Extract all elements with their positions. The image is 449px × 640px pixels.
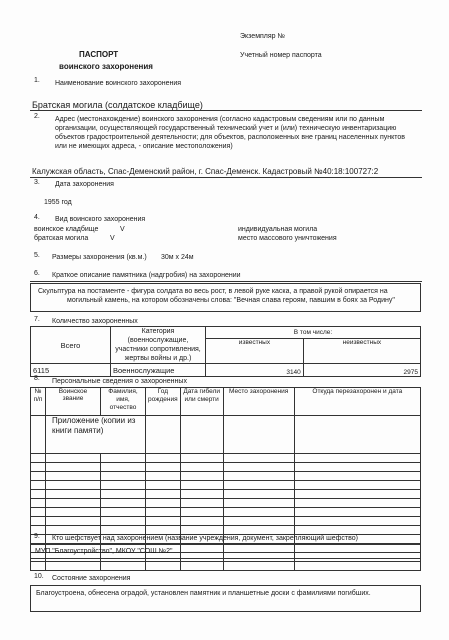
table-cell <box>31 517 46 526</box>
table-cell <box>180 490 223 499</box>
burial-count-table <box>30 326 421 377</box>
table-cell <box>223 463 294 472</box>
s10-label: Состояние захоронения <box>52 575 131 582</box>
s4-label: Вид воинского захоронения <box>55 216 146 223</box>
col-burial-place: Место захоронения <box>223 388 294 416</box>
table-cell <box>223 562 294 571</box>
burial-type-mass-grave: братская могила <box>34 235 89 242</box>
table-cell <box>294 454 420 463</box>
appendix-note: Приложение (копии из книги памяти) <box>46 416 146 454</box>
table-cell <box>180 562 223 571</box>
table-cell <box>223 490 294 499</box>
table-cell <box>101 463 146 472</box>
table-cell <box>31 463 46 472</box>
table-cell <box>146 526 181 535</box>
table-cell <box>294 481 420 490</box>
table-cell <box>146 499 181 508</box>
table-cell <box>223 481 294 490</box>
table-cell <box>294 526 420 535</box>
table-cell <box>31 508 46 517</box>
table-cell <box>46 562 101 571</box>
table-cell <box>146 416 181 454</box>
s3-label: Дата захоронения <box>55 181 114 188</box>
table-cell <box>146 472 181 481</box>
burial-type-mark: V <box>110 235 115 242</box>
table-cell <box>294 490 420 499</box>
table-cell <box>31 416 46 454</box>
s9-value: МУП "Благоустройство", МКОУ "СОШ №2" <box>35 548 173 555</box>
burial-type-mark: V <box>120 226 125 233</box>
table-cell <box>146 481 181 490</box>
table-cell <box>146 517 181 526</box>
table-cell <box>294 472 420 481</box>
col-death-date: Дата гибели или смерти <box>180 388 223 416</box>
col-full-name: Фамилия, имя, отчество <box>101 388 146 416</box>
s3-number: 3. <box>34 179 40 186</box>
s2-label-line: организации, осуществляющей государственный технический учет и (или) техническую инвентаризацию <box>55 125 397 132</box>
table-cell <box>46 472 101 481</box>
col-number: № п/п <box>31 388 46 416</box>
col-birth-year: Год рождения <box>146 388 181 416</box>
table-cell <box>31 499 46 508</box>
table-cell <box>223 508 294 517</box>
unknown-value: 2975 <box>303 364 420 377</box>
table-cell <box>31 472 46 481</box>
col-reburial-origin: Откуда перезахоронен и дата <box>294 388 420 416</box>
table-cell <box>101 517 146 526</box>
known-value: 3140 <box>206 364 304 377</box>
table-cell <box>294 499 420 508</box>
col-total: Всего <box>31 327 111 364</box>
table-cell <box>180 454 223 463</box>
table-cell <box>146 463 181 472</box>
table-cell <box>101 481 146 490</box>
total-value: 6115 <box>31 364 111 377</box>
table-cell <box>46 499 101 508</box>
table-cell <box>294 562 420 571</box>
table-cell <box>294 508 420 517</box>
burial-type-mass-extermination: место массового уничтожения <box>238 235 337 242</box>
table-cell <box>31 490 46 499</box>
s5-value: 30м х 24м <box>161 254 194 261</box>
table-cell <box>180 472 223 481</box>
table-cell <box>46 526 101 535</box>
table-cell <box>101 499 146 508</box>
table-cell <box>101 562 146 571</box>
table-cell <box>180 526 223 535</box>
table-cell <box>146 490 181 499</box>
s1-value: Братская могила (солдатское кладбище) <box>32 100 203 110</box>
monument-description-line: Скульптура на постаменте - фигура солдата во весь рост, в левой руке каска, а правой рукой опирается на <box>38 288 388 295</box>
s2-underline <box>30 177 422 178</box>
table-cell <box>146 562 181 571</box>
table-cell <box>46 517 101 526</box>
table-cell <box>294 463 420 472</box>
s9-label: Кто шефствует над захоронением (название учреждения, документ, закрепляющий шефство) <box>52 535 358 542</box>
table-cell <box>180 463 223 472</box>
s7-label: Количество захороненных <box>52 318 138 325</box>
s1-label: Наименование воинского захоронения <box>55 80 182 87</box>
s9-number: 9. <box>34 533 40 540</box>
burial-type-military-cemetery: воинское кладбище <box>34 226 99 233</box>
s6-label: Краткое описание памятника (надгробия) на захоронении <box>52 272 241 279</box>
table-cell <box>101 454 146 463</box>
table-cell <box>46 454 101 463</box>
table-cell <box>180 481 223 490</box>
category-value: Военнослужащие <box>111 364 206 377</box>
col-unknown: неизвестных <box>303 339 420 364</box>
s6-top-line <box>30 281 422 282</box>
s1-number: 1. <box>34 77 40 84</box>
s6-number: 6. <box>34 270 40 277</box>
monument-description-line: могильный камень, на котором обозначены слова: "Вечная слава героям, павшим в боях за Родину" <box>67 297 395 304</box>
table-cell <box>101 508 146 517</box>
s10-value: Благоустроена, обнесена оградой, установлен памятник и планшетные доски с фамилиями погибших. <box>36 590 371 597</box>
table-cell <box>223 526 294 535</box>
passport-title: ПАСПОРТ <box>79 50 119 59</box>
s2-label-line: или не имеющих адреса, - описание местоположения) <box>55 143 233 150</box>
table-cell <box>46 508 101 517</box>
s2-value: Калужская область, Спас-Деменский район, г. Спас-Деменск. Кадастровый №40:18:100727:2 <box>32 167 379 176</box>
s2-label-line: объектов градостроительной деятельности; для объектов, расположенных вне границ населенных пунктов <box>55 134 405 141</box>
s8-label: Персональные сведения о захороненных <box>52 378 187 385</box>
table-cell <box>31 454 46 463</box>
s7-number: 7. <box>34 316 40 323</box>
table-cell <box>46 463 101 472</box>
table-cell <box>46 490 101 499</box>
table-cell <box>146 454 181 463</box>
table-cell <box>223 517 294 526</box>
table-cell <box>180 499 223 508</box>
table-cell <box>31 481 46 490</box>
s5-number: 5. <box>34 252 40 259</box>
col-category: Категория (военнослужащие, участники сопротивления, жертвы войны и др.) <box>111 327 206 364</box>
s3-value: 1955 год <box>44 199 72 206</box>
table-cell <box>223 454 294 463</box>
table-cell <box>101 472 146 481</box>
table-cell <box>180 416 223 454</box>
s2-label-line: Адрес (местонахождение) воинского захоронения (согласно кадастровым сведениям или по данным <box>55 116 385 123</box>
burial-type-individual-grave: индивидуальная могила <box>238 226 318 233</box>
copy-number-label: Экземпляр № <box>240 33 286 40</box>
s1-underline <box>30 110 422 111</box>
col-rank: Воинское звание <box>46 388 101 416</box>
table-cell <box>101 526 146 535</box>
table-cell <box>46 481 101 490</box>
table-cell <box>180 517 223 526</box>
table-cell <box>31 562 46 571</box>
table-cell <box>223 416 294 454</box>
s8-number: 8. <box>34 375 40 382</box>
table-cell <box>146 508 181 517</box>
registry-number-label: Учетный номер паспорта <box>240 52 322 59</box>
table-cell <box>294 517 420 526</box>
s10-number: 10. <box>34 573 44 580</box>
s4-number: 4. <box>34 214 40 221</box>
passport-subtitle: воинского захоронения <box>59 62 153 71</box>
table-cell <box>101 490 146 499</box>
s5-label: Размеры захоронения (кв.м.) <box>52 254 147 261</box>
col-including: В том числе: <box>206 327 421 339</box>
table-cell <box>180 508 223 517</box>
table-cell <box>294 416 420 454</box>
col-known: известных <box>206 339 304 364</box>
s2-number: 2. <box>34 113 40 120</box>
table-cell <box>223 499 294 508</box>
table-cell <box>223 472 294 481</box>
